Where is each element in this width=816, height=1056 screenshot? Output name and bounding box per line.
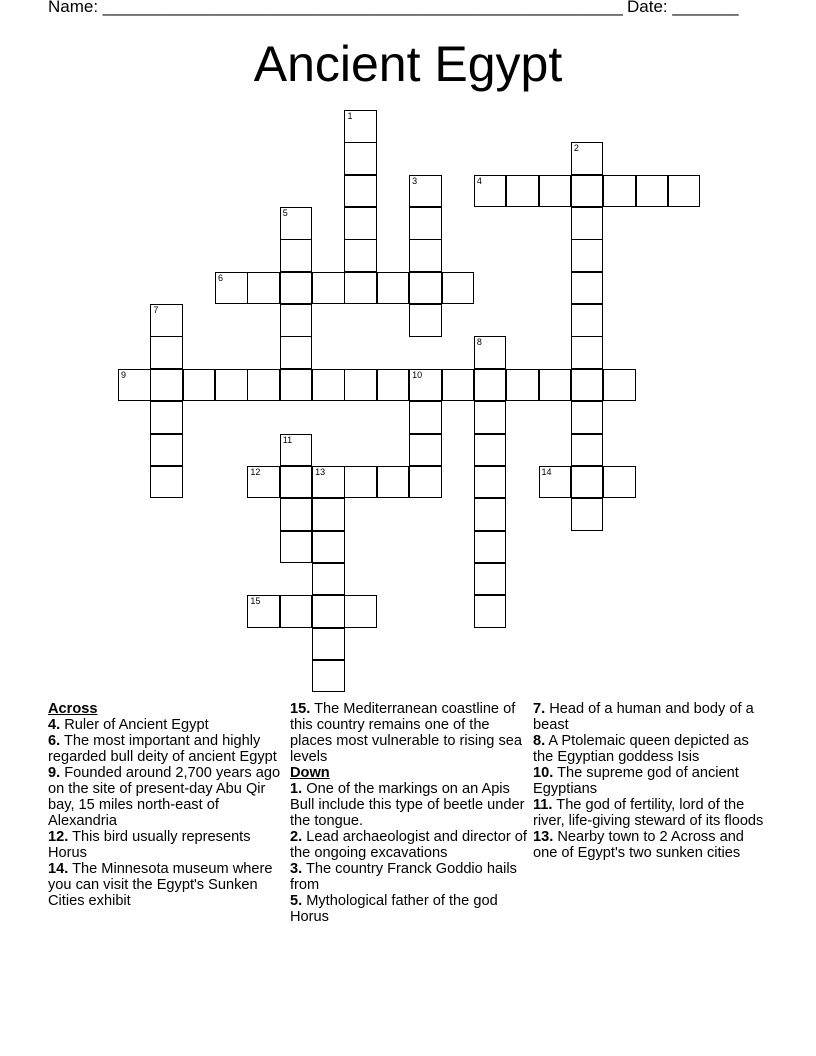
- date-field-line: Date: _______: [627, 0, 739, 16]
- clue-number: 5.: [290, 893, 303, 909]
- down-heading: Down: [290, 765, 330, 781]
- clue-across-9: [48, 765, 284, 829]
- grid-cell[interactable]: [571, 272, 604, 305]
- cell-number: 8: [476, 337, 482, 348]
- grid-cell[interactable]: [474, 595, 507, 628]
- grid-cell[interactable]: [409, 401, 442, 434]
- clue-down-1: [290, 781, 528, 829]
- across-heading: Across: [48, 701, 98, 717]
- clue-text: Lead archaeologist and director of the ongoing excavations: [290, 829, 527, 861]
- clue-text: Nearby town to 2 Across and one of Egypt's two sunken cities: [533, 829, 744, 861]
- clues-column-3: [533, 701, 769, 861]
- grid-cell[interactable]: [571, 207, 604, 240]
- clue-number: 4.: [48, 717, 61, 733]
- grid-cell[interactable]: [312, 369, 345, 402]
- grid-cell[interactable]: [344, 239, 377, 272]
- grid-cell[interactable]: [571, 401, 604, 434]
- grid-cell[interactable]: [118, 369, 151, 402]
- clue-across-6: [48, 733, 284, 765]
- clues-column-2: [290, 701, 528, 925]
- page-title: Ancient Egypt: [253, 36, 563, 92]
- grid-cell[interactable]: [215, 369, 248, 402]
- name-field-line: Name: _______________________________________________________: [48, 0, 623, 16]
- grid-cell[interactable]: [247, 369, 280, 402]
- grid-cell[interactable]: [344, 595, 377, 628]
- cell-number: 13: [315, 466, 326, 477]
- grid-cell[interactable]: [571, 498, 604, 531]
- cell-number: 7: [153, 305, 159, 316]
- clue-down-13: [533, 829, 769, 861]
- clue-text: The Minnesota museum where you can visit the Egypt's Sunken Cities exhibit: [48, 861, 273, 909]
- grid-cell[interactable]: [312, 660, 345, 693]
- clue-text: This bird usually represents Horus: [48, 829, 251, 861]
- clue-across-14: [48, 861, 284, 909]
- grid-cell[interactable]: [409, 175, 442, 208]
- grid-cell[interactable]: [603, 466, 636, 499]
- grid-cell[interactable]: [636, 175, 669, 208]
- clue-number: 13.: [533, 829, 554, 845]
- clue-text: Founded around 2,700 years ago on the site of present-day Abu Qir bay, 15 miles north-east of Alexandria: [48, 765, 281, 829]
- grid-cell[interactable]: [280, 207, 313, 240]
- clue-text: The supreme god of ancient Egyptians: [533, 765, 739, 797]
- grid-cell[interactable]: [474, 563, 507, 596]
- clue-number: 14.: [48, 861, 69, 877]
- clue-number: 15.: [290, 701, 311, 717]
- grid-cell[interactable]: [474, 531, 507, 564]
- grid-cell[interactable]: [377, 272, 410, 305]
- cell-number: 1: [347, 111, 353, 121]
- grid-cell[interactable]: [344, 142, 377, 175]
- grid-cell[interactable]: [280, 531, 313, 564]
- clue-across-4: [48, 717, 284, 733]
- grid-cell[interactable]: [344, 110, 377, 143]
- clue-down-11: [533, 797, 769, 829]
- grid-cell[interactable]: [312, 628, 345, 661]
- grid-cell[interactable]: [474, 434, 507, 467]
- grid-cell[interactable]: [150, 466, 183, 499]
- clue-number: 6.: [48, 733, 61, 749]
- cell-number: 10: [412, 369, 423, 380]
- clue-number: 8.: [533, 733, 546, 749]
- grid-cell[interactable]: [474, 175, 507, 208]
- grid-cell[interactable]: [344, 272, 377, 305]
- grid-cell[interactable]: [571, 304, 604, 337]
- clue-number: 10.: [533, 765, 554, 781]
- grid-cell[interactable]: [571, 466, 604, 499]
- grid-cell[interactable]: [280, 498, 313, 531]
- grid-cell[interactable]: [280, 595, 313, 628]
- grid-cell[interactable]: [280, 336, 313, 369]
- grid-cell[interactable]: [150, 401, 183, 434]
- grid-cell[interactable]: [442, 272, 475, 305]
- clue-down-3: [290, 861, 528, 893]
- grid-cell[interactable]: [474, 498, 507, 531]
- grid-cell[interactable]: [344, 369, 377, 402]
- grid-cell[interactable]: [442, 369, 475, 402]
- grid-cell[interactable]: [409, 304, 442, 337]
- clue-number: 9.: [48, 765, 61, 781]
- cell-number: 6: [218, 272, 224, 283]
- grid-cell[interactable]: [312, 272, 345, 305]
- clue-down-10: [533, 765, 769, 797]
- grid-cell[interactable]: [571, 369, 604, 402]
- grid-cell[interactable]: [280, 272, 313, 305]
- clue-text: The Mediterranean coastline of this country remains one of the places most vulnerable to rising sea levels: [290, 701, 522, 765]
- grid-cell[interactable]: [150, 304, 183, 337]
- grid-cell[interactable]: [603, 369, 636, 402]
- grid-cell[interactable]: [539, 369, 572, 402]
- grid-cell[interactable]: [377, 466, 410, 499]
- grid-cell[interactable]: [571, 336, 604, 369]
- grid-cell[interactable]: [312, 531, 345, 564]
- grid-cell[interactable]: [474, 466, 507, 499]
- grid-cell[interactable]: [474, 369, 507, 402]
- grid-cell[interactable]: [409, 207, 442, 240]
- clue-number: 2.: [290, 829, 303, 845]
- clue-number: 12.: [48, 829, 69, 845]
- grid-cell[interactable]: [183, 369, 216, 402]
- grid-cell[interactable]: [603, 175, 636, 208]
- grid-cell[interactable]: [280, 466, 313, 499]
- grid-cell[interactable]: [344, 207, 377, 240]
- clue-text: The country Franck Goddio hails from: [290, 861, 517, 893]
- grid-cell[interactable]: [377, 369, 410, 402]
- cell-number: 15: [250, 596, 261, 607]
- grid-cell[interactable]: [150, 369, 183, 402]
- clue-text: Ruler of Ancient Egypt: [60, 717, 209, 733]
- clue-number: 11.: [533, 797, 553, 813]
- cell-number: 2: [573, 143, 579, 154]
- grid-cell[interactable]: [150, 336, 183, 369]
- grid-cell[interactable]: [506, 175, 539, 208]
- grid-cell[interactable]: [312, 498, 345, 531]
- clue-text: The most important and highly regarded bull deity of ancient Egypt: [48, 733, 277, 765]
- cell-number: 4: [476, 175, 482, 186]
- clue-number: 7.: [533, 701, 546, 717]
- grid-cell[interactable]: [215, 272, 248, 305]
- grid-cell[interactable]: [409, 466, 442, 499]
- grid-cell[interactable]: [280, 239, 313, 272]
- grid-cell[interactable]: [280, 369, 313, 402]
- grid-cell[interactable]: [312, 563, 345, 596]
- grid-cell[interactable]: [409, 369, 442, 402]
- grid-cell[interactable]: [506, 369, 539, 402]
- clue-down-5: [290, 893, 528, 925]
- cell-number: 14: [541, 466, 552, 477]
- clue-text: One of the markings on an Apis Bull include this type of beetle under the tongue.: [290, 781, 525, 829]
- grid-cell[interactable]: [312, 595, 345, 628]
- cell-number: 11: [282, 434, 293, 445]
- grid-cell[interactable]: [150, 434, 183, 467]
- cell-number: 5: [282, 208, 288, 219]
- grid-cell[interactable]: [571, 142, 604, 175]
- grid-cell[interactable]: [247, 272, 280, 305]
- grid-cell[interactable]: [571, 434, 604, 467]
- clue-text: Head of a human and body of a beast: [533, 701, 754, 733]
- grid-cell[interactable]: [539, 466, 572, 499]
- clues-column-1: [48, 701, 284, 909]
- clue-text: A Ptolemaic queen depicted as the Egyptian goddess Isis: [533, 733, 749, 765]
- grid-cell[interactable]: [539, 175, 572, 208]
- grid-cell[interactable]: [409, 434, 442, 467]
- clue-down-7: [533, 701, 769, 733]
- grid-cell[interactable]: [409, 272, 442, 305]
- clue-down-8: [533, 733, 769, 765]
- cell-number: 9: [121, 369, 127, 380]
- clue-across-15: [290, 701, 528, 765]
- grid-cell[interactable]: [474, 401, 507, 434]
- clue-text: The god of fertility, lord of the river, life-giving steward of its floods: [533, 797, 764, 829]
- grid-cell[interactable]: [409, 239, 442, 272]
- clue-number: 1.: [290, 781, 303, 797]
- clue-text: Mythological father of the god Horus: [290, 893, 498, 925]
- clue-across-12: [48, 829, 284, 861]
- grid-cell[interactable]: [571, 239, 604, 272]
- clue-down-2: [290, 829, 528, 861]
- clue-number: 3.: [290, 861, 303, 877]
- grid-cell[interactable]: [668, 175, 701, 208]
- grid-cell[interactable]: [571, 175, 604, 208]
- cell-number: 12: [250, 466, 261, 477]
- grid-cell[interactable]: [344, 466, 377, 499]
- grid-cell[interactable]: [247, 466, 280, 499]
- grid-cell[interactable]: [344, 175, 377, 208]
- grid-cell[interactable]: [474, 336, 507, 369]
- grid-cell[interactable]: [247, 595, 280, 628]
- grid-cell[interactable]: [312, 466, 345, 499]
- grid-cell[interactable]: [280, 304, 313, 337]
- cell-number: 3: [412, 175, 418, 186]
- grid-cell[interactable]: [280, 434, 313, 467]
